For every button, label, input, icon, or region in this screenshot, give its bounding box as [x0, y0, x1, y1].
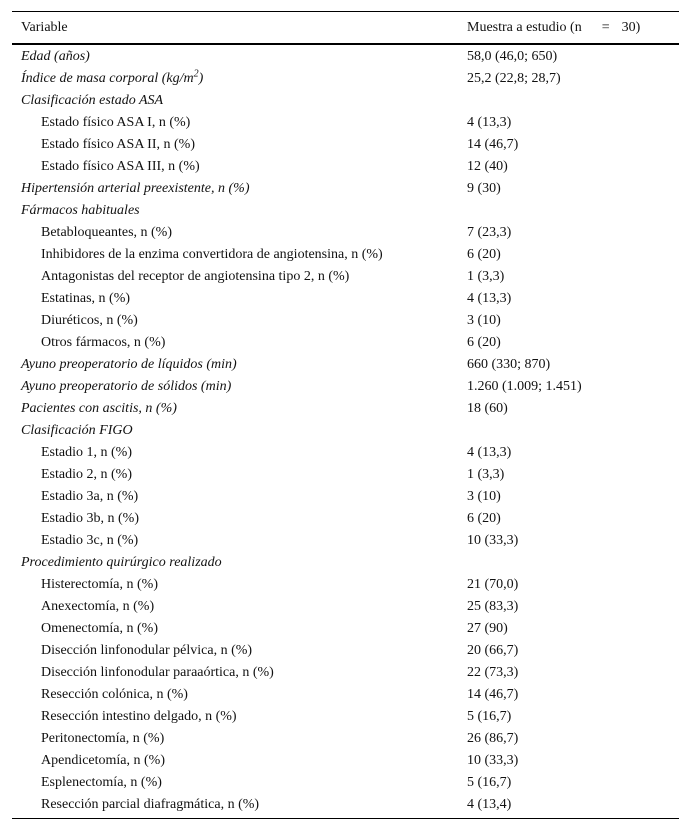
row-value: 3 (10) [467, 489, 501, 504]
row-label: Edad (años) [21, 49, 90, 64]
row-label: Anexectomía, n (%) [41, 599, 155, 614]
table-row [12, 376, 679, 398]
row-label-post: ) [198, 71, 204, 86]
row-label: Antagonistas del receptor de angiotensina tipo 2, n (%) [41, 269, 350, 284]
row-label: Estado físico ASA II, n (%) [41, 137, 195, 152]
row-value: 12 (40) [467, 159, 508, 174]
table-row [12, 244, 679, 266]
section-label: Clasificación estado ASA [21, 93, 164, 108]
table-body [12, 45, 679, 818]
row-value: 20 (66,7) [467, 643, 519, 658]
table-row [12, 178, 679, 200]
table-row [12, 486, 679, 508]
table-row [12, 684, 679, 706]
table-header [12, 12, 679, 43]
table-row [12, 222, 679, 244]
row-label: Hipertensión arterial preexistente, n (%) [21, 181, 250, 196]
row-label: Diuréticos, n (%) [41, 313, 138, 328]
row-label-sup: 2 [193, 68, 199, 80]
row-label: Peritonectomía, n (%) [41, 731, 165, 746]
table-row [12, 794, 679, 816]
row-label [21, 68, 203, 90]
table-row [12, 200, 679, 222]
row-value: 25 (83,3) [467, 599, 519, 614]
row-value: 4 (13,3) [467, 115, 512, 130]
row-value: 4 (13,3) [467, 445, 512, 460]
table-row [12, 112, 679, 134]
row-label: Ayuno preoperatorio de líquidos (min) [21, 357, 237, 372]
row-label: Estadio 2, n (%) [41, 467, 132, 482]
header-sample [467, 12, 640, 43]
table-row [12, 574, 679, 596]
table-row [12, 662, 679, 684]
table-row [12, 310, 679, 332]
table-row [12, 266, 679, 288]
data-table [12, 11, 679, 819]
row-label: Estadio 3b, n (%) [41, 511, 139, 526]
row-label: Esplenectomía, n (%) [41, 775, 162, 790]
row-value: 10 (33,3) [467, 533, 519, 548]
table-row [12, 332, 679, 354]
row-value: 6 (20) [467, 247, 501, 262]
row-label: Disección linfonodular pélvica, n (%) [41, 643, 253, 658]
table-row [12, 706, 679, 728]
row-label: Estatinas, n (%) [41, 291, 131, 306]
row-value: 660 (330; 870) [467, 357, 551, 372]
row-label: Estadio 3a, n (%) [41, 489, 139, 504]
section-label: Clasificación FIGO [21, 423, 133, 438]
table-row [12, 420, 679, 442]
table-row [12, 46, 679, 68]
row-label: Inhibidores de la enzima convertidora de angiotensina, n (%) [41, 247, 383, 262]
row-label: Otros fármacos, n (%) [41, 335, 166, 350]
table-row [12, 156, 679, 178]
row-label: Estadio 1, n (%) [41, 445, 132, 460]
table-row [12, 442, 679, 464]
table-row [12, 772, 679, 794]
row-value: 4 (13,4) [467, 797, 512, 812]
table-row [12, 750, 679, 772]
header-sample-eq: = [601, 20, 610, 35]
row-label: Histerectomía, n (%) [41, 577, 159, 592]
row-label: Resección parcial diafragmática, n (%) [41, 797, 260, 812]
row-label: Omenectomía, n (%) [41, 621, 159, 636]
row-value: 1.260 (1.009; 1.451) [467, 379, 582, 394]
section-label: Fármacos habituales [21, 203, 140, 218]
row-label: Estado físico ASA III, n (%) [41, 159, 200, 174]
table-row [12, 68, 679, 90]
table-row [12, 530, 679, 552]
bottom-rule [12, 818, 679, 819]
table-row [12, 508, 679, 530]
row-value: 58,0 (46,0; 650) [467, 49, 558, 64]
table-row [12, 552, 679, 574]
row-value: 9 (30) [467, 181, 501, 196]
row-label-pre: Índice de masa corporal (kg/m [21, 71, 194, 86]
header-sample-value: 30) [621, 20, 641, 35]
row-value: 3 (10) [467, 313, 501, 328]
row-label: Apendicetomía, n (%) [41, 753, 166, 768]
table-row [12, 398, 679, 420]
row-value: 7 (23,3) [467, 225, 512, 240]
row-value: 5 (16,7) [467, 709, 512, 724]
row-label: Pacientes con ascitis, n (%) [21, 401, 177, 416]
row-value: 1 (3,3) [467, 269, 505, 284]
row-value: 22 (73,3) [467, 665, 519, 680]
row-label: Disección linfonodular paraaórtica, n (%) [41, 665, 274, 680]
row-value: 1 (3,3) [467, 467, 505, 482]
header-sample-prefix: Muestra a estudio (n [467, 20, 582, 35]
row-value: 25,2 (22,8; 28,7) [467, 71, 561, 86]
header-variable: Variable [21, 20, 68, 35]
table-row [12, 596, 679, 618]
table-row [12, 464, 679, 486]
row-label: Estadio 3c, n (%) [41, 533, 139, 548]
row-value: 27 (90) [467, 621, 508, 636]
section-label: Procedimiento quirúrgico realizado [21, 555, 222, 570]
table-row [12, 728, 679, 750]
table-row [12, 288, 679, 310]
row-label: Resección colónica, n (%) [41, 687, 188, 702]
row-label: Resección intestino delgado, n (%) [41, 709, 237, 724]
row-value: 6 (20) [467, 511, 501, 526]
row-label: Estado físico ASA I, n (%) [41, 115, 191, 130]
row-value: 5 (16,7) [467, 775, 512, 790]
table-row [12, 354, 679, 376]
row-value: 21 (70,0) [467, 577, 519, 592]
row-label: Betabloqueantes, n (%) [41, 225, 173, 240]
row-value: 14 (46,7) [467, 137, 519, 152]
row-label: Ayuno preoperatorio de sólidos (min) [21, 379, 232, 394]
row-value: 10 (33,3) [467, 753, 519, 768]
row-value: 18 (60) [467, 401, 508, 416]
row-value: 14 (46,7) [467, 687, 519, 702]
table-row [12, 640, 679, 662]
table-row [12, 90, 679, 112]
table-row [12, 618, 679, 640]
row-value: 26 (86,7) [467, 731, 519, 746]
row-value: 4 (13,3) [467, 291, 512, 306]
row-value: 6 (20) [467, 335, 501, 350]
table-row [12, 134, 679, 156]
